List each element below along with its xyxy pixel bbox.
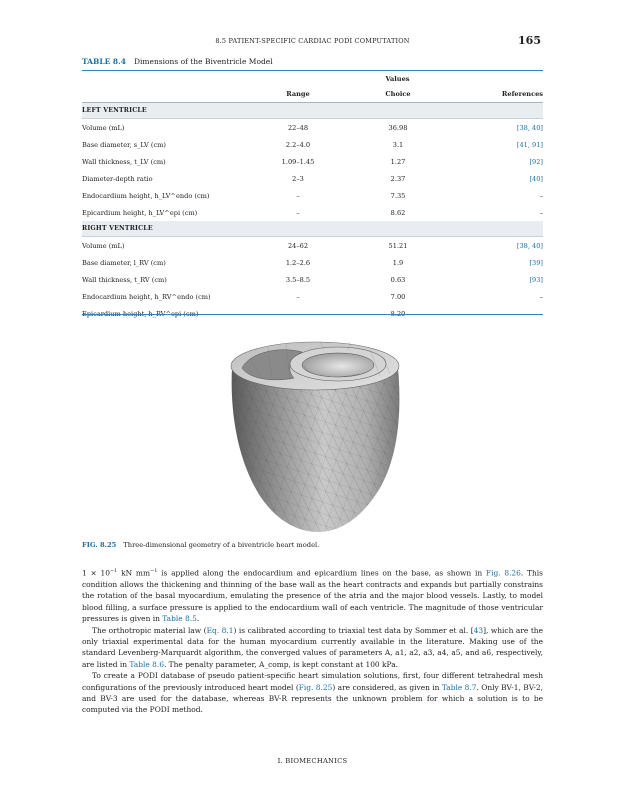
choice-cell: 2.37 bbox=[390, 174, 406, 183]
column-header-param bbox=[82, 85, 252, 103]
paragraph: $1 \times 10^{-1}$ kN $mm^{-1}$ is applied along the endocardium and epicardium lines on the base, as shown in Fig. 8.26. This condition allows the thickening and thinning of the base wall as the heart contracts and expands but partially constrains the rotation of the basal myocardium, emulating the presence of the atria and the major blood vessels. Lastly, to model blood filling, a surface pressure is applied to the endocardium wall of each ventricle. The magnitude of those ventricular pressures is given in Table 8.5. bbox=[82, 568, 543, 624]
equation-link[interactable]: Eq. 8.1 bbox=[206, 625, 234, 635]
range-cell: – bbox=[296, 309, 300, 318]
table-link[interactable]: Table 8.6 bbox=[129, 659, 164, 669]
table-row bbox=[82, 119, 543, 137]
table-row bbox=[82, 237, 543, 255]
column-header-row bbox=[82, 85, 543, 103]
reference-cell: – bbox=[539, 309, 543, 318]
range-cell: 3.5–8.5 bbox=[285, 275, 311, 284]
column-header-choice: Choice bbox=[344, 85, 452, 103]
table-row bbox=[82, 254, 543, 271]
section-row-right-ventricle bbox=[82, 221, 543, 237]
table-title: Dimensions of the Biventricle Model bbox=[133, 57, 273, 66]
table-row bbox=[82, 187, 543, 204]
reference-link[interactable]: [41, 91] bbox=[516, 140, 543, 149]
range-cell: 1.09–1.45 bbox=[281, 157, 315, 166]
page-number: 165 bbox=[518, 34, 541, 47]
reference-cell: – bbox=[539, 191, 543, 200]
param-cell: Epicardium height, h_RV^epi (cm) bbox=[82, 309, 199, 318]
page-footer: I. BIOMECHANICS bbox=[277, 757, 348, 765]
param-cell: Wall thickness, t_RV (cm) bbox=[82, 275, 167, 284]
choice-cell: 8.20 bbox=[390, 309, 406, 318]
choice-cell: 51.21 bbox=[388, 241, 408, 250]
table-top-rule bbox=[82, 70, 543, 71]
paragraph: The orthotropic material law (Eq. 8.1) is calibrated according to triaxial test data by Sommer et al. [43], which are the only triaxial experimental data for the human myocardium currently available in the literature. Making use of the standard Levenberg-Marquardt algorithm, the converged values of parameters A, a1, a2, a3, a4, a5, and a6, respectively, are listed in Table 8.6. The penalty parameter, A_comp, is kept constant at 100 kPa. bbox=[82, 625, 543, 669]
table-link[interactable]: Table 8.7 bbox=[441, 682, 477, 692]
table-bottom-rule bbox=[82, 314, 543, 315]
section-label: RIGHT VENTRICLE bbox=[82, 221, 543, 237]
table-row bbox=[82, 153, 543, 170]
table-row bbox=[82, 170, 543, 187]
column-header-references: References bbox=[452, 85, 543, 103]
choice-cell: 1.27 bbox=[390, 157, 406, 166]
table-row bbox=[82, 204, 543, 221]
figure-label: FIG. 8.25 bbox=[82, 541, 117, 549]
table-row bbox=[82, 288, 543, 305]
param-cell: Diameter-depth ratio bbox=[82, 174, 153, 183]
choice-cell: 1.9 bbox=[392, 258, 404, 267]
range-cell: – bbox=[296, 292, 300, 301]
values-group-header bbox=[82, 72, 543, 85]
param-cell: Volume (mL) bbox=[82, 123, 125, 132]
choice-cell: 7.35 bbox=[390, 191, 406, 200]
figure-link[interactable]: Fig. 8.25 bbox=[298, 682, 333, 692]
figure-caption bbox=[82, 541, 319, 549]
choice-cell: 0.63 bbox=[390, 275, 406, 284]
reference-link[interactable]: [92] bbox=[529, 157, 543, 166]
reference-link[interactable]: [38, 40] bbox=[516, 241, 543, 250]
param-cell: Base diameter, s_LV (cm) bbox=[82, 140, 166, 149]
table-row bbox=[82, 136, 543, 153]
param-cell: Endocardium height, h_LV^endo (cm) bbox=[82, 191, 210, 200]
param-cell: Volume (mL) bbox=[82, 241, 125, 250]
section-label: LEFT VENTRICLE bbox=[82, 103, 543, 119]
table-row bbox=[82, 271, 543, 288]
range-cell: 1.2–2.6 bbox=[285, 258, 311, 267]
range-cell: – bbox=[296, 191, 300, 200]
choice-cell: 36.98 bbox=[388, 123, 408, 132]
table-caption bbox=[82, 57, 273, 66]
reference-link[interactable]: [93] bbox=[529, 275, 543, 284]
section-row-left-ventricle bbox=[82, 103, 543, 119]
reference-link[interactable]: [38, 40] bbox=[516, 123, 543, 132]
range-cell: 2–3 bbox=[292, 174, 304, 183]
table-link[interactable]: Table 8.5 bbox=[162, 614, 197, 624]
biventricle-heart-model-figure bbox=[220, 318, 410, 540]
reference-link[interactable]: [40] bbox=[529, 174, 543, 183]
choice-cell: 8.62 bbox=[390, 208, 406, 217]
paragraph: To create a PODI database of pseudo patient-specific heart simulation solutions, first, four different tetrahedral mesh configurations of the previously introduced heart model (Fig. 8.25) are considered, as given in Table 8.7. Only BV-1, BV-2, and BV-3 are used for the database, whereas BV-R represents the unknown problem for which a solution is to be computed via the PODI method. bbox=[82, 671, 544, 715]
param-cell: Endocardium height, h_RV^endo (cm) bbox=[82, 292, 211, 301]
reference-cell: – bbox=[539, 208, 543, 217]
param-cell: Base diameter, l_RV (cm) bbox=[82, 258, 166, 267]
table-label: TABLE 8.4 bbox=[82, 57, 126, 66]
reference-cell: – bbox=[539, 292, 543, 301]
range-cell: – bbox=[296, 208, 300, 217]
running-head-title: 8.5 PATIENT-SPECIFIC CARDIAC PODI COMPUTATION bbox=[215, 37, 410, 45]
values-header: Values bbox=[385, 74, 410, 83]
range-cell: 22–48 bbox=[287, 123, 309, 132]
param-cell: Epicardium height, h_LV^epi (cm) bbox=[82, 208, 198, 217]
range-cell: 2.2–4.0 bbox=[285, 140, 311, 149]
choice-cell: 7.00 bbox=[390, 292, 406, 301]
range-cell: 24–62 bbox=[287, 241, 309, 250]
choice-cell: 3.1 bbox=[392, 140, 404, 149]
param-cell: Wall thickness, t_LV (cm) bbox=[82, 157, 166, 166]
figure-link[interactable]: Fig. 8.26 bbox=[485, 568, 521, 578]
running-head bbox=[0, 35, 625, 49]
body-text bbox=[82, 566, 543, 716]
column-header-range: Range bbox=[252, 85, 344, 103]
citation-link[interactable]: 43 bbox=[473, 625, 484, 635]
dimensions-table bbox=[82, 72, 543, 322]
figure-caption-text: Three-dimensional geometry of a biventricle heart model. bbox=[123, 541, 320, 549]
reference-link[interactable]: [39] bbox=[529, 258, 543, 267]
